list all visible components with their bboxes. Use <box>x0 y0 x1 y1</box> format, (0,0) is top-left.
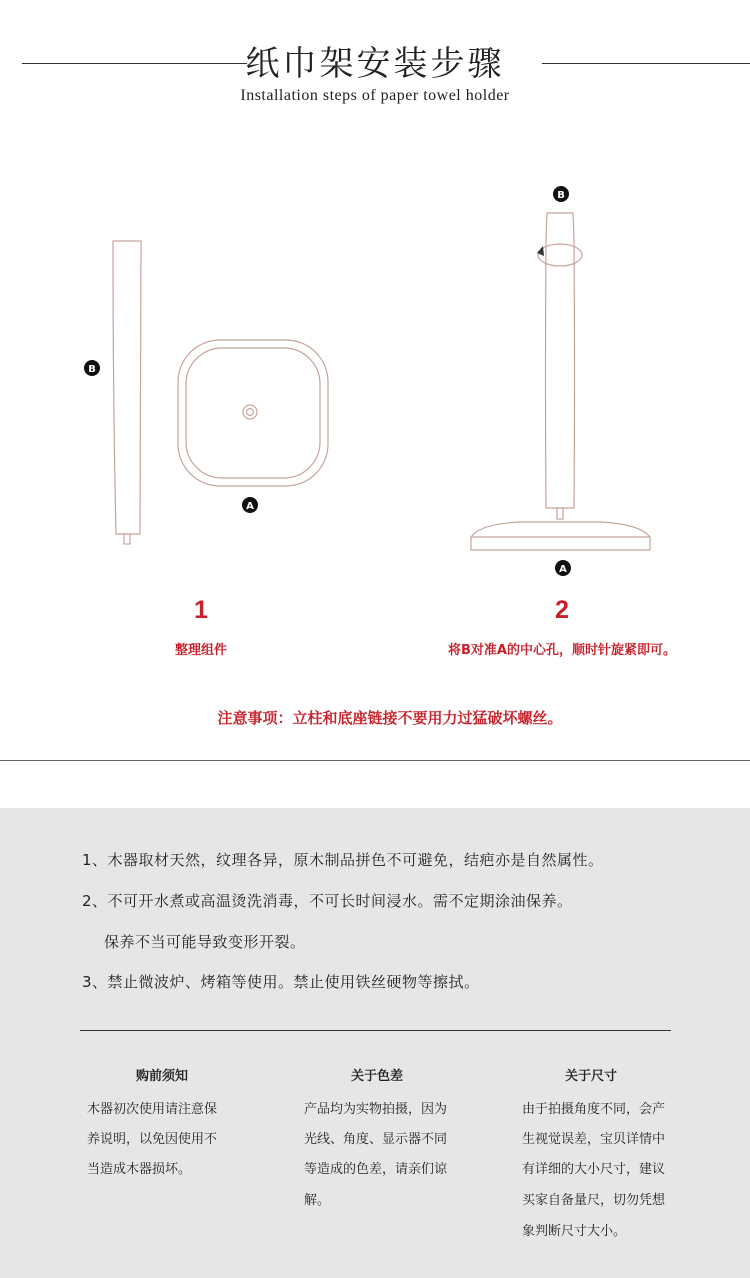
pole-b-assembled-drawing <box>538 213 582 519</box>
svg-text:B: B <box>88 364 96 375</box>
column-1-line: 当造成木器损坏。 <box>87 1162 192 1177</box>
column-2-line: 产品均为实物拍摄，因为 <box>304 1102 448 1117</box>
care-item-3: 3、禁止微波炉、烤箱等使用。禁止使用铁丝硬物等擦拭。 <box>82 973 480 991</box>
step-1-text: 整理组件 <box>174 643 227 658</box>
step-2-number: 2 <box>555 596 569 624</box>
svg-text:A: A <box>246 501 254 512</box>
step-2-text: 将B对准A的中心孔，顺时针旋紧即可。 <box>448 643 676 658</box>
column-1-line: 养说明，以免因使用不 <box>87 1132 218 1147</box>
column-3-line: 象判断尺寸大小。 <box>522 1224 627 1239</box>
column-3-line: 生视觉误差，宝贝详情中 <box>522 1132 666 1147</box>
care-item-2: 2、不可开水煮或高温烫洗消毒，不可长时间浸水。需不定期涂油保养。 <box>82 892 573 910</box>
column-3-line: 由于拍摄角度不同，会产 <box>522 1102 666 1117</box>
caution-notice: 注意事项：立柱和底座链接不要用力过猛破坏螺丝。 <box>217 709 563 727</box>
marker-a-step2 <box>555 560 571 576</box>
pole-b-drawing <box>113 241 141 544</box>
column-title-color-difference: 关于色差 <box>350 1069 403 1084</box>
panel-divider <box>80 1030 671 1031</box>
page-subtitle: Installation steps of paper towel holder <box>240 87 510 104</box>
column-3-line: 有详细的大小尺寸，建议 <box>522 1162 666 1177</box>
care-item-1: 1、木器取材天然，纹理各异，原木制品拼色不可避免，结疤亦是自然属性。 <box>82 851 604 869</box>
column-2-line: 等造成的色差，请亲们谅 <box>304 1162 448 1177</box>
marker-b-step2 <box>553 186 569 202</box>
column-2-line: 光线、角度、显示器不同 <box>304 1132 448 1147</box>
section-divider <box>0 760 750 761</box>
svg-text:B: B <box>557 190 565 201</box>
svg-text:A: A <box>559 564 567 575</box>
marker-a-step1 <box>242 497 258 513</box>
care-item-2-continued: 保养不当可能导致变形开裂。 <box>104 933 306 951</box>
step-1-number: 1 <box>194 596 208 624</box>
marker-b-step1 <box>84 360 100 376</box>
column-2-line: 解。 <box>304 1193 331 1208</box>
column-1-line: 木器初次使用请注意保 <box>87 1102 218 1117</box>
base-a-side-drawing <box>471 522 650 550</box>
column-title-size: 关于尺寸 <box>564 1069 617 1084</box>
page-title: 纸巾架安装步骤 <box>245 44 505 84</box>
base-a-drawing <box>178 340 328 486</box>
column-3-line: 买家自备量尺，切勿凭想 <box>522 1193 666 1208</box>
column-title-purchase-notice: 购前须知 <box>135 1069 188 1084</box>
